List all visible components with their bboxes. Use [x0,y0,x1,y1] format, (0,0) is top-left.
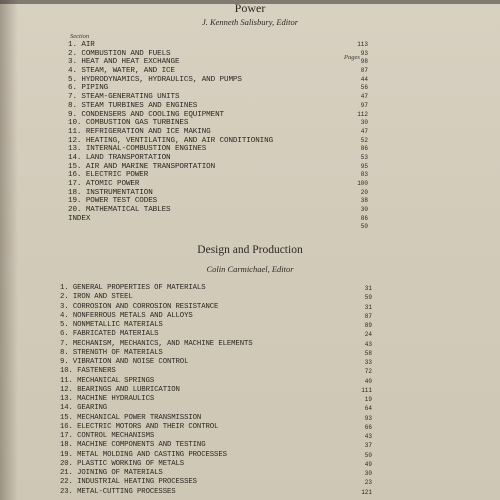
power-editor: J. Kenneth Salisbury, Editor [201,17,299,27]
entry-pages: 43 [364,433,372,440]
contents-entry [60,312,372,321]
entry-pages: 86 [360,214,368,222]
contents-entry [68,93,368,102]
entry-title: 21. JOINING OF MATERIALS [60,469,163,477]
contents-entry [68,50,368,59]
contents-entry [60,469,372,478]
contents-entry [60,358,372,367]
contents-entry [60,340,372,349]
entry-pages: 100 [357,180,368,187]
entry-pages: 52 [360,136,368,144]
entry-pages: 19 [364,396,372,403]
entry-pages: 72 [364,368,372,376]
contents-entry [68,128,368,137]
entry-pages: 43 [364,340,372,348]
contents-entry [68,154,368,163]
contents-entry [60,414,372,423]
entry-pages: 33 [364,359,372,366]
contents-entry [60,460,372,469]
entry-title: 18. INSTRUMENTATION [68,188,153,197]
contents-entry [68,137,368,146]
entry-pages: 50 [364,451,372,459]
contents-entry [60,441,372,450]
contents-entry [60,321,372,330]
entry-pages: 53 [360,153,368,161]
entry-pages: 59 [364,294,372,302]
entry-title: 13. INTERNAL-COMBUSTION ENGINES [68,145,207,154]
entry-pages: 31 [364,285,372,292]
entry-pages: 97 [360,101,368,109]
contents-entry [60,293,372,302]
pages-column-header: Pages [344,54,360,61]
entry-title: 15. AIR AND MARINE TRANSPORTATION [68,162,216,171]
contents-entry [68,67,368,76]
contents-entry [60,367,372,376]
entry-title: 19. METAL MOLDING AND CASTING PROCESSES [60,450,227,459]
contents-entry [60,386,372,395]
entry-pages: 86 [360,145,368,153]
entry-title: 11. MECHANICAL SPRINGS [60,376,155,385]
power-contents-list [68,41,368,232]
entry-title: 3. HEAT AND HEAT EXCHANGE [68,58,180,67]
contents-entry [68,171,368,180]
entry-pages: 58 [364,349,372,357]
entry-title: 15. MECHANICAL POWER TRANSMISSION [60,413,202,422]
entry-pages: 89 [364,322,372,329]
entry-pages: 49 [364,460,372,468]
entry-title: 3. CORROSION AND CORROSION RESISTANCE [60,302,219,311]
entry-title: 2. IRON AND STEEL [60,293,133,302]
contents-entry [68,41,368,50]
contents-entry [68,84,368,93]
contents-entry [68,76,368,85]
entry-title: 1. AIR [68,41,95,49]
contents-entry [60,349,372,358]
entry-pages: 47 [360,127,368,135]
entry-pages: 24 [364,331,372,339]
entry-title: 5. HYDRODYNAMICS, HYDRAULICS, AND PUMPS [68,75,242,84]
contents-entry [60,488,372,497]
contents-entry [60,423,372,432]
entry-pages: 95 [360,162,368,170]
entry-title: 7. MECHANISM, MECHANICS, AND MACHINE ELEMENTS [60,339,253,348]
entry-title: 16. ELECTRIC POWER [68,171,149,180]
entry-pages: 66 [364,423,372,431]
contents-entry [60,284,372,293]
contents-entry [60,404,372,413]
entry-title: 10. COMBUSTION GAS TURBINES [68,119,189,128]
contents-entry [68,223,368,232]
entry-title: 5. NONMETALLIC MATERIALS [60,321,163,329]
entry-title: 13. MACHINE HYDRAULICS [60,395,155,403]
contents-entry [60,451,372,460]
entry-title: 8. STEAM TURBINES AND ENGINES [68,101,198,110]
entry-title: 14. GEARING [60,404,108,413]
entry-title: 19. POWER TEST CODES [68,197,158,206]
entry-title: 6. PIPING [68,84,109,93]
entry-pages: 31 [364,303,372,311]
entry-pages: 111 [361,386,372,394]
entry-title: INDEX [68,214,91,223]
contents-entry [68,189,368,198]
entry-title: 12. BEARINGS AND LUBRICATION [60,385,180,394]
entry-title: 2. COMBUSTION AND FUELS [68,49,171,58]
design-contents-list [60,284,372,497]
entry-pages: 47 [360,93,368,101]
entry-title: 11. REFRIGERATION AND ICE MAKING [68,127,211,136]
entry-pages: 83 [360,171,368,179]
entry-pages: 64 [364,405,372,413]
entry-title: 7. STEAM-GENERATING UNITS [68,93,180,102]
entry-pages: 30 [360,206,368,214]
entry-title: 23. METAL-CUTTING PROCESSES [60,487,176,496]
contents-entry [68,180,368,189]
design-section-title: Design and Production [197,244,303,256]
entry-title: 22. INDUSTRIAL HEATING PROCESSES [60,478,197,487]
entry-pages: 50 [360,223,368,231]
contents-entry [68,58,368,67]
power-section-title: Power [234,1,266,15]
entry-pages: 37 [364,442,372,450]
entry-title: 10. FASTENERS [60,367,116,376]
contents-entry [60,395,372,404]
design-editor: Colin Carmichael, Editor [206,264,294,274]
entry-pages: 93 [360,49,368,57]
entry-pages: 23 [364,479,372,487]
contents-entry [68,102,368,111]
entry-pages: 56 [360,84,368,92]
contents-entry [68,215,368,224]
entry-title: 4. STEAM, WATER, AND ICE [68,67,175,76]
entry-title: 16. ELECTRIC MOTORS AND THEIR CONTROL [60,422,219,431]
entry-pages: 98 [360,58,368,66]
entry-title: 12. HEATING, VENTILATING, AND AIR CONDITIONING [68,136,274,145]
entry-pages: 87 [364,312,372,320]
contents-entry [60,478,372,487]
entry-pages: 40 [364,377,372,385]
contents-entry [68,206,368,215]
contents-entry [68,111,368,120]
entry-title: 4. NONFERROUS METALS AND ALLOYS [60,311,193,320]
entry-pages: 44 [360,75,368,83]
entry-title: 9. CONDENSERS AND COOLING EQUIPMENT [68,110,224,119]
entry-pages: 113 [357,41,368,48]
entry-title: 9. VIBRATION AND NOISE CONTROL [60,358,189,366]
section-column-header: Section [70,33,90,40]
contents-entry [68,145,368,154]
entry-pages: 112 [357,110,368,118]
entry-title: 14. LAND TRANSPORTATION [68,153,171,162]
entry-title: 17. CONTROL MECHANISMS [60,432,155,440]
contents-entry [60,303,372,312]
entry-title: 17. ATOMIC POWER [68,180,140,188]
contents-entry [68,197,368,206]
entry-pages: 38 [360,197,368,205]
entry-pages: 121 [361,488,372,496]
entry-pages: 87 [360,67,368,75]
entry-title: 18. MACHINE COMPONENTS AND TESTING [60,441,206,450]
entry-title: 20. PLASTIC WORKING OF METALS [60,459,185,468]
entry-pages: 30 [360,119,368,127]
entry-title: 8. STRENGTH OF MATERIALS [60,348,163,357]
contents-entry [68,163,368,172]
entry-title: 6. FABRICATED MATERIALS [60,330,159,339]
entry-pages: 93 [364,414,372,422]
entry-pages: 30 [364,470,372,477]
contents-entry [60,432,372,441]
entry-title: 20. MATHEMATICAL TABLES [68,206,171,215]
contents-entry [60,330,372,339]
entry-pages: 20 [360,188,368,196]
entry-title: 1. GENERAL PROPERTIES OF MATERIALS [60,284,206,292]
contents-entry [68,119,368,128]
contents-entry [60,377,372,386]
